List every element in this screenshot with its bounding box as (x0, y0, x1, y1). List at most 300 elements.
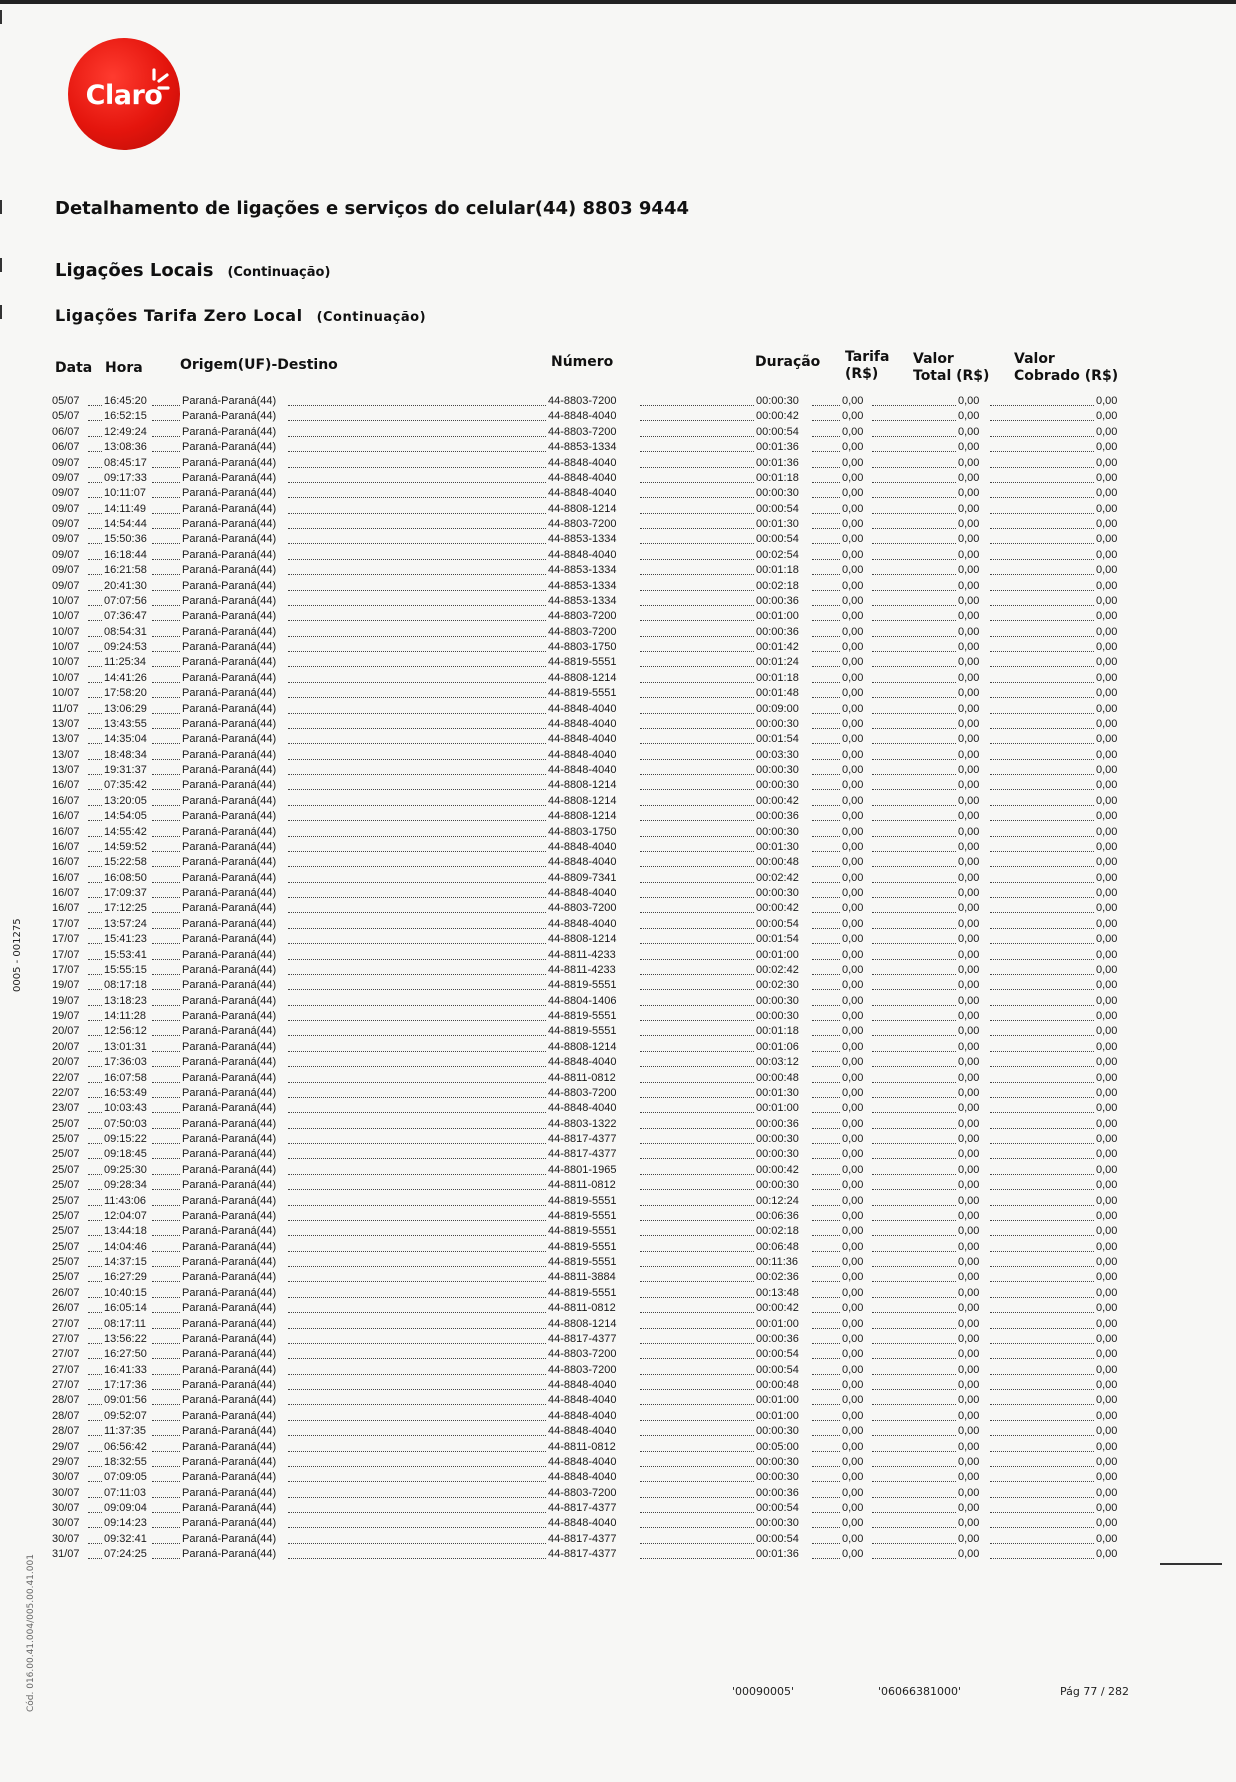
call-number: 44-8848-4040 (548, 840, 617, 853)
call-origin: Paraná-Paraná(44) (182, 825, 277, 838)
call-time: 17:12:25 (104, 902, 147, 915)
call-total-value: 0,00 (958, 410, 980, 423)
call-origin: Paraná-Paraná(44) (182, 1102, 277, 1115)
dotted-leader (88, 928, 102, 929)
dotted-leader (990, 1251, 1094, 1252)
call-time: 16:18:44 (104, 548, 147, 561)
dotted-leader (872, 1481, 956, 1482)
dotted-leader (640, 1297, 754, 1298)
dotted-leader (288, 1174, 546, 1175)
dotted-leader (288, 743, 546, 744)
call-duration: 00:01:00 (756, 1317, 799, 1330)
dotted-leader (872, 1312, 956, 1313)
dotted-leader (152, 912, 180, 913)
call-duration: 00:00:30 (756, 1425, 799, 1438)
call-time: 13:56:22 (104, 1332, 147, 1345)
call-time: 14:37:15 (104, 1256, 147, 1268)
call-duration: 00:01:30 (756, 1086, 799, 1099)
dotted-leader (88, 482, 102, 483)
call-row (0, 871, 1236, 886)
dotted-leader (640, 1512, 754, 1513)
dotted-leader (812, 789, 840, 790)
dotted-leader (88, 1389, 102, 1390)
call-tariff: 0,00 (842, 717, 864, 730)
call-tariff: 0,00 (842, 1209, 864, 1222)
call-date: 30/07 (52, 1517, 80, 1530)
dotted-leader (288, 989, 546, 990)
call-number: 44-8848-4040 (548, 887, 617, 899)
dotted-leader (152, 497, 180, 498)
section-note: (Continuação) (227, 265, 331, 280)
dotted-leader (812, 436, 840, 437)
call-total-value: 0,00 (958, 579, 980, 592)
dotted-leader (152, 1281, 180, 1282)
call-charged-value: 0,00 (1096, 1209, 1118, 1222)
call-row (0, 655, 1236, 670)
call-time: 08:17:18 (104, 979, 147, 992)
call-time: 07:36:47 (104, 610, 147, 623)
dotted-leader (288, 774, 546, 775)
call-time: 07:07:56 (104, 594, 147, 607)
dotted-leader (990, 1497, 1094, 1498)
dotted-leader (288, 497, 546, 498)
call-number: 44-8848-4040 (548, 1056, 617, 1069)
call-row (0, 517, 1236, 532)
dotted-leader (88, 1312, 102, 1313)
call-number: 44-8848-4040 (548, 917, 617, 930)
call-row (0, 502, 1236, 517)
call-number: 44-8804-1406 (548, 994, 617, 1007)
dotted-leader (88, 959, 102, 960)
call-date: 10/07 (52, 625, 80, 638)
call-tariff: 0,00 (842, 625, 864, 638)
dotted-leader (288, 636, 546, 637)
dotted-leader (288, 420, 546, 421)
call-charged-value: 0,00 (1096, 410, 1118, 423)
dotted-leader (640, 713, 754, 714)
dotted-leader (288, 928, 546, 929)
dotted-leader (990, 728, 1094, 729)
dotted-leader (990, 928, 1094, 929)
call-origin: Paraná-Paraná(44) (182, 887, 277, 899)
call-total-value: 0,00 (958, 1471, 980, 1484)
dotted-leader (640, 1005, 754, 1006)
call-total-value: 0,00 (958, 733, 980, 746)
dotted-leader (640, 436, 754, 437)
dotted-leader (88, 497, 102, 498)
call-duration: 00:06:36 (756, 1209, 799, 1222)
call-tariff: 0,00 (842, 1286, 864, 1299)
dotted-leader (990, 451, 1094, 452)
dotted-leader (152, 1527, 180, 1528)
page-title: Detalhamento de ligações e serviços do celular(44) 8803 9444 (55, 198, 689, 219)
dotted-leader (872, 1328, 956, 1329)
call-number: 44-8848-4040 (548, 456, 617, 469)
dotted-leader (812, 1389, 840, 1390)
dotted-leader (812, 943, 840, 944)
call-time: 07:09:05 (104, 1471, 147, 1484)
batch-code: 0005 - 001275 (12, 918, 23, 992)
call-row (0, 1255, 1236, 1270)
call-charged-value: 0,00 (1096, 441, 1118, 454)
dotted-leader (872, 759, 956, 760)
dotted-leader (288, 912, 546, 913)
call-number: 44-8803-7200 (548, 1348, 617, 1361)
call-number: 44-8848-4040 (548, 733, 617, 746)
call-charged-value: 0,00 (1096, 456, 1118, 469)
dotted-leader (990, 1312, 1094, 1313)
dotted-leader (152, 1512, 180, 1513)
dotted-leader (152, 1035, 180, 1036)
dotted-leader (152, 1404, 180, 1405)
call-row (0, 748, 1236, 763)
valor-cobrado-unit: Cobrado (R$) (1014, 368, 1119, 384)
call-time: 13:44:18 (104, 1225, 147, 1238)
dotted-leader (872, 1451, 956, 1452)
call-tariff: 0,00 (842, 441, 864, 454)
call-tariff: 0,00 (842, 410, 864, 423)
call-origin: Paraná-Paraná(44) (182, 1379, 277, 1391)
call-origin: Paraná-Paraná(44) (182, 733, 277, 746)
dotted-leader (990, 774, 1094, 775)
call-row (0, 609, 1236, 624)
dotted-leader (640, 1020, 754, 1021)
dotted-leader (288, 574, 546, 575)
call-tariff: 0,00 (842, 502, 864, 515)
dotted-leader (288, 1220, 546, 1221)
call-duration: 00:00:30 (756, 395, 799, 407)
dotted-leader (288, 1097, 546, 1098)
dotted-leader (872, 513, 956, 514)
call-number: 44-8848-4040 (548, 1471, 617, 1484)
call-number: 44-8853-1334 (548, 594, 617, 607)
call-origin: Paraná-Paraná(44) (182, 748, 277, 761)
call-date: 13/07 (52, 748, 80, 761)
call-origin: Paraná-Paraná(44) (182, 518, 277, 530)
dotted-leader (872, 666, 956, 667)
call-date: 22/07 (52, 1086, 80, 1099)
call-total-value: 0,00 (958, 548, 980, 561)
call-total-value: 0,00 (958, 1548, 980, 1561)
dotted-leader (288, 1020, 546, 1021)
call-tariff: 0,00 (842, 1532, 864, 1545)
call-row (0, 1424, 1236, 1439)
call-row (0, 532, 1236, 547)
call-total-value: 0,00 (958, 1209, 980, 1222)
column-header-data: Data (55, 360, 93, 376)
call-duration: 00:02:42 (756, 871, 799, 884)
call-total-value: 0,00 (958, 794, 980, 807)
call-row (0, 1516, 1236, 1531)
dotted-leader (990, 1205, 1094, 1206)
call-charged-value: 0,00 (1096, 840, 1118, 853)
dotted-leader (152, 651, 180, 652)
dotted-leader (990, 1174, 1094, 1175)
dotted-leader (88, 682, 102, 683)
call-time: 09:52:07 (104, 1409, 147, 1422)
dotted-leader (88, 1097, 102, 1098)
dotted-leader (152, 620, 180, 621)
call-charged-value: 0,00 (1096, 641, 1118, 653)
dotted-leader (872, 497, 956, 498)
call-time: 16:07:58 (104, 1071, 147, 1084)
dotted-leader (88, 1420, 102, 1421)
call-origin: Paraná-Paraná(44) (182, 1425, 277, 1438)
call-tariff: 0,00 (842, 641, 864, 653)
dotted-leader (640, 605, 754, 606)
dotted-leader (640, 528, 754, 529)
dotted-leader (152, 1266, 180, 1267)
dotted-leader (990, 420, 1094, 421)
call-tariff: 0,00 (842, 533, 864, 546)
call-row (0, 1378, 1236, 1393)
call-date: 11/07 (52, 702, 79, 715)
dotted-leader (812, 1235, 840, 1236)
call-charged-value: 0,00 (1096, 1010, 1118, 1022)
call-time: 09:32:41 (104, 1532, 147, 1545)
dotted-leader (990, 605, 1094, 606)
call-charged-value: 0,00 (1096, 1363, 1118, 1376)
dotted-leader (812, 1558, 840, 1559)
call-date: 16/07 (52, 902, 80, 915)
dotted-leader (990, 1451, 1094, 1452)
dotted-leader (88, 1466, 102, 1467)
dotted-leader (88, 1112, 102, 1113)
dotted-leader (288, 1328, 546, 1329)
dotted-leader (152, 1466, 180, 1467)
call-duration: 00:02:54 (756, 548, 799, 561)
call-origin: Paraná-Paraná(44) (182, 487, 277, 500)
dotted-leader (288, 1358, 546, 1359)
dotted-leader (812, 743, 840, 744)
call-date: 25/07 (52, 1133, 80, 1145)
dotted-leader (990, 1005, 1094, 1006)
dotted-leader (152, 1205, 180, 1206)
dotted-leader (640, 1281, 754, 1282)
dotted-leader (88, 1558, 102, 1559)
dotted-leader (812, 1066, 840, 1067)
dotted-leader (288, 866, 546, 867)
call-duration: 00:00:36 (756, 625, 799, 638)
call-origin: Paraná-Paraná(44) (182, 1548, 277, 1561)
call-number: 44-8848-4040 (548, 1425, 617, 1438)
call-origin: Paraná-Paraná(44) (182, 1471, 277, 1484)
dotted-leader (872, 1512, 956, 1513)
call-charged-value: 0,00 (1096, 1148, 1118, 1161)
dotted-leader (152, 1235, 180, 1236)
dotted-leader (88, 1297, 102, 1298)
edge-mark (0, 258, 2, 272)
call-time: 16:45:20 (104, 395, 147, 407)
dotted-leader (640, 1082, 754, 1083)
dotted-leader (640, 1189, 754, 1190)
call-charged-value: 0,00 (1096, 717, 1118, 730)
call-origin: Paraná-Paraná(44) (182, 1209, 277, 1222)
call-charged-value: 0,00 (1096, 1317, 1118, 1330)
call-total-value: 0,00 (958, 717, 980, 730)
dotted-leader (152, 543, 180, 544)
dotted-leader (872, 1066, 956, 1067)
call-tariff: 0,00 (842, 779, 864, 792)
call-duration: 00:01:36 (756, 456, 799, 469)
dotted-leader (88, 1158, 102, 1159)
dotted-leader (152, 1389, 180, 1390)
call-charged-value: 0,00 (1096, 579, 1118, 592)
call-tariff: 0,00 (842, 1471, 864, 1484)
call-duration: 00:00:54 (756, 1363, 799, 1376)
dotted-leader (288, 1235, 546, 1236)
dotted-leader (812, 1005, 840, 1006)
call-origin: Paraná-Paraná(44) (182, 1056, 277, 1069)
call-date: 09/07 (52, 456, 80, 469)
call-date: 10/07 (52, 656, 80, 669)
call-duration: 00:01:00 (756, 1409, 799, 1422)
dotted-leader (288, 805, 546, 806)
call-date: 27/07 (52, 1363, 80, 1376)
call-total-value: 0,00 (958, 840, 980, 853)
dotted-leader (640, 1051, 754, 1052)
call-tariff: 0,00 (842, 1271, 864, 1284)
dotted-leader (88, 1220, 102, 1221)
dotted-leader (88, 897, 102, 898)
call-total-value: 0,00 (958, 425, 980, 438)
dotted-leader (88, 528, 102, 529)
call-origin: Paraná-Paraná(44) (182, 548, 277, 561)
call-origin: Paraná-Paraná(44) (182, 1025, 277, 1038)
dotted-leader (88, 1174, 102, 1175)
dotted-leader (640, 1097, 754, 1098)
dotted-leader (288, 1297, 546, 1298)
call-total-value: 0,00 (958, 625, 980, 638)
call-duration: 00:03:30 (756, 748, 799, 761)
dotted-leader (990, 1328, 1094, 1329)
call-charged-value: 0,00 (1096, 1117, 1118, 1130)
dotted-leader (152, 866, 180, 867)
dotted-leader (990, 759, 1094, 760)
column-header-duracao: Duração (755, 354, 821, 370)
call-origin: Paraná-Paraná(44) (182, 456, 277, 469)
call-origin: Paraná-Paraná(44) (182, 564, 277, 577)
dotted-leader (288, 666, 546, 667)
dotted-leader (812, 1020, 840, 1021)
dotted-leader (152, 1420, 180, 1421)
call-date: 25/07 (52, 1179, 80, 1192)
dotted-leader (640, 974, 754, 975)
call-total-value: 0,00 (958, 1317, 980, 1330)
dotted-leader (990, 1281, 1094, 1282)
call-number: 44-8811-0812 (548, 1440, 616, 1453)
call-origin: Paraná-Paraná(44) (182, 1133, 277, 1145)
dotted-leader (812, 1097, 840, 1098)
call-duration: 00:00:54 (756, 533, 799, 546)
call-tariff: 0,00 (842, 656, 864, 669)
call-total-value: 0,00 (958, 594, 980, 607)
dotted-leader (88, 620, 102, 621)
call-duration: 00:00:30 (756, 1010, 799, 1022)
dotted-leader (990, 559, 1094, 560)
dotted-leader (872, 1235, 956, 1236)
dotted-leader (288, 1189, 546, 1190)
dotted-leader (152, 1435, 180, 1436)
call-number: 44-8817-4377 (548, 1133, 617, 1145)
call-charged-value: 0,00 (1096, 1225, 1118, 1238)
call-total-value: 0,00 (958, 1040, 980, 1053)
dotted-leader (812, 1051, 840, 1052)
dotted-leader (812, 1374, 840, 1375)
dotted-leader (812, 1174, 840, 1175)
dotted-leader (872, 789, 956, 790)
call-date: 10/07 (52, 671, 80, 684)
call-charged-value: 0,00 (1096, 1256, 1118, 1268)
dotted-leader (640, 1143, 754, 1144)
dotted-leader (640, 482, 754, 483)
call-number: 44-8808-1214 (548, 933, 617, 946)
call-date: 10/07 (52, 641, 80, 653)
call-tariff: 0,00 (842, 1455, 864, 1468)
call-charged-value: 0,00 (1096, 1040, 1118, 1053)
call-tariff: 0,00 (842, 1409, 864, 1422)
dotted-leader (152, 728, 180, 729)
dotted-leader (88, 697, 102, 698)
call-total-value: 0,00 (958, 1502, 980, 1514)
call-duration: 00:00:42 (756, 902, 799, 915)
dotted-leader (88, 1343, 102, 1344)
call-charged-value: 0,00 (1096, 656, 1118, 669)
call-tariff: 0,00 (842, 1379, 864, 1391)
call-tariff: 0,00 (842, 1040, 864, 1053)
dotted-leader (288, 1404, 546, 1405)
dotted-leader (640, 1466, 754, 1467)
call-date: 29/07 (52, 1455, 80, 1468)
dotted-leader (640, 1451, 754, 1452)
call-row (0, 1363, 1236, 1378)
dotted-leader (640, 1389, 754, 1390)
call-duration: 00:01:24 (756, 656, 799, 669)
valor-cobrado-label: Valor (1014, 351, 1055, 367)
dotted-leader (640, 805, 754, 806)
call-total-value: 0,00 (958, 1240, 980, 1253)
call-charged-value: 0,00 (1096, 548, 1118, 561)
call-number: 44-8848-4040 (548, 471, 617, 484)
call-origin: Paraná-Paraná(44) (182, 579, 277, 592)
dotted-leader (990, 1266, 1094, 1267)
call-row (0, 1117, 1236, 1132)
dotted-leader (640, 1543, 754, 1544)
dotted-leader (88, 1082, 102, 1083)
call-charged-value: 0,00 (1096, 963, 1118, 976)
call-total-value: 0,00 (958, 1486, 980, 1499)
call-tariff: 0,00 (842, 1425, 864, 1438)
call-duration: 00:01:30 (756, 518, 799, 530)
dotted-leader (88, 1328, 102, 1329)
call-tariff: 0,00 (842, 594, 864, 607)
call-time: 13:08:36 (104, 441, 147, 454)
call-charged-value: 0,00 (1096, 1394, 1118, 1407)
dotted-leader (640, 666, 754, 667)
dotted-leader (152, 928, 180, 929)
call-origin: Paraná-Paraná(44) (182, 1179, 277, 1192)
call-number: 44-8853-1334 (548, 579, 617, 592)
call-date: 13/07 (52, 717, 80, 730)
call-date: 25/07 (52, 1117, 80, 1130)
dotted-leader (288, 513, 546, 514)
call-number: 44-8848-4040 (548, 1517, 617, 1530)
call-tariff: 0,00 (842, 856, 864, 869)
dotted-leader (872, 1143, 956, 1144)
call-duration: 00:01:18 (756, 471, 799, 484)
dotted-leader (288, 467, 546, 468)
dotted-leader (990, 1481, 1094, 1482)
